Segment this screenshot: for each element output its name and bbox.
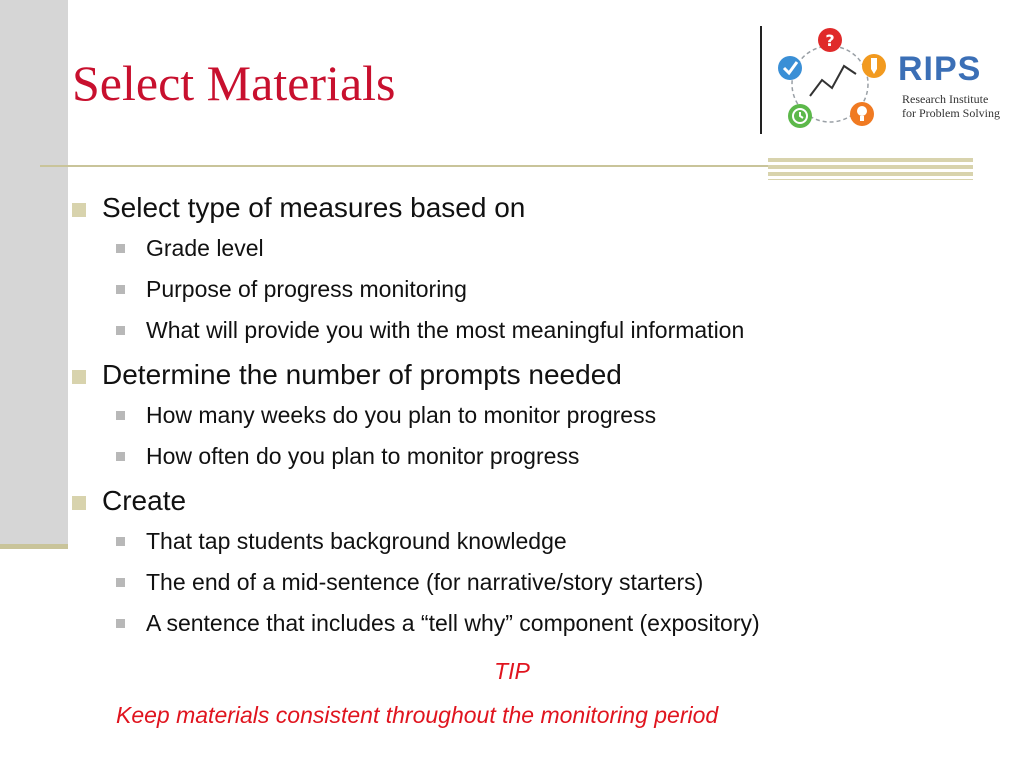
sub-bullet xyxy=(72,228,972,269)
sub-bullet-square-icon xyxy=(116,285,125,294)
logo-subtitle xyxy=(902,93,1000,121)
sub-bullet-square-icon xyxy=(116,619,125,628)
lightbulb-icon xyxy=(850,102,874,126)
sub-bullet xyxy=(72,562,972,603)
sub-bullet-square-icon xyxy=(116,244,125,253)
logo-wordmark: RIPS xyxy=(898,50,982,88)
bullet-square-icon xyxy=(72,370,86,384)
sub-bullet xyxy=(72,269,972,310)
side-decor-edge xyxy=(0,544,68,549)
bullet-heading-text: Create xyxy=(102,485,187,516)
title-rule xyxy=(40,165,770,167)
sub-bullet-text: Purpose of progress monitoring xyxy=(146,276,467,302)
bullet-square-icon xyxy=(72,203,86,217)
bullet-heading xyxy=(72,355,972,395)
pen-icon xyxy=(862,54,886,78)
title-stripes xyxy=(768,158,973,180)
bullet-heading xyxy=(72,188,972,228)
tip-label: TIP xyxy=(494,658,530,684)
bullet-heading xyxy=(72,481,972,521)
sub-bullet-text: How many weeks do you plan to monitor progress xyxy=(146,402,657,428)
checkmark-icon xyxy=(778,56,802,80)
tip-text: Keep materials consistent throughout the monitoring period xyxy=(116,702,719,728)
sub-bullet-text: What will provide you with the most meaningful information xyxy=(146,317,745,343)
bullet-square-icon xyxy=(72,496,86,510)
sub-bullet-text: Grade level xyxy=(146,235,264,261)
sub-bullet-square-icon xyxy=(116,537,125,546)
sub-bullet-text: How often do you plan to monitor progress xyxy=(146,443,580,469)
sub-bullet-text: The end of a mid-sentence (for narrative/story starters) xyxy=(146,569,704,595)
sub-bullet-square-icon xyxy=(116,578,125,587)
sub-bullet xyxy=(72,395,972,436)
sub-bullet xyxy=(72,436,972,477)
sub-bullet-text: A sentence that includes a “tell why” component (expository) xyxy=(146,610,760,636)
clock-icon xyxy=(788,104,812,128)
bullet-heading-text: Select type of measures based on xyxy=(102,192,526,223)
sub-bullet xyxy=(72,521,972,562)
sub-bullet-square-icon xyxy=(116,326,125,335)
sub-bullet-text: That tap students background knowledge xyxy=(146,528,567,554)
side-decor-bar xyxy=(0,0,68,548)
sub-bullet-square-icon xyxy=(116,411,125,420)
sub-bullet xyxy=(72,603,972,644)
logo-subtitle-line2: for Problem Solving xyxy=(902,105,1000,120)
logo-divider xyxy=(760,26,762,134)
sub-bullet-square-icon xyxy=(116,452,125,461)
slide-title: Select Materials xyxy=(72,55,396,111)
bullet-list xyxy=(72,188,972,644)
svg-text:?: ? xyxy=(825,31,835,50)
question-icon xyxy=(818,28,842,52)
sub-bullet xyxy=(72,310,972,351)
bullet-heading-text: Determine the number of prompts needed xyxy=(102,359,622,390)
logo-subtitle-line1: Research Institute xyxy=(902,92,989,106)
